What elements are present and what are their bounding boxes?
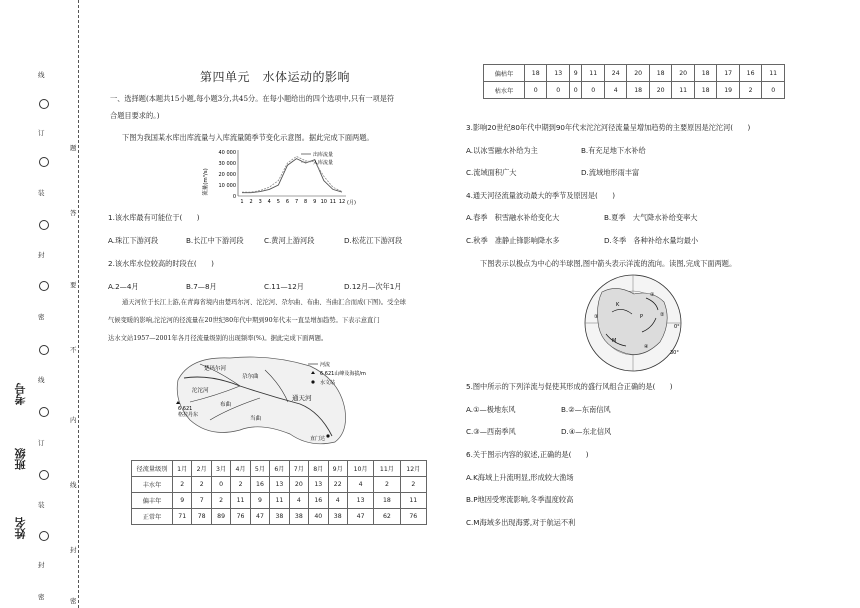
q6-option-c[interactable]: C.M海域多出现海雾,对于航运不利 — [466, 518, 576, 527]
page-title: 第四单元 水体运动的影响 — [200, 70, 351, 84]
seal-char: 密 — [38, 593, 45, 601]
q4-stem: 4.通天河径流量波动最大的季节及原因是( ) — [466, 191, 616, 200]
q6-option-b[interactable]: B.P地因受寒流影响,冬季温度较高 — [466, 495, 574, 504]
seal-circle — [39, 281, 49, 291]
seal-char: 线 — [38, 71, 45, 79]
legend-inflow: 入库流量 — [313, 160, 334, 166]
q1-option-c[interactable]: C.黄河上游河段 — [264, 236, 315, 245]
seal-char: 密 — [38, 313, 45, 321]
y-tick-label: 0 — [232, 193, 236, 200]
map-label: 沱沱河 — [192, 388, 209, 394]
map-label: 尕尔曲 — [242, 374, 259, 380]
seal-circle — [39, 345, 49, 355]
chart-xlabel: (月) — [347, 200, 356, 206]
latitude-label: 30° — [670, 350, 679, 356]
q2-stem: 2.该水库水位较高的时段在( ) — [108, 259, 214, 268]
seal-circle — [39, 407, 49, 417]
side-char: 密 — [70, 597, 77, 605]
seal-char: 装 — [38, 189, 45, 197]
q5-option-c[interactable]: C.③—西南季风 — [466, 427, 516, 436]
x-tick-label: 10 — [320, 199, 328, 205]
x-tick-label: 2 — [249, 199, 253, 205]
legend-outflow: 出库流量 — [313, 152, 334, 158]
seal-circle — [39, 99, 49, 109]
y-tick-label: 10 000 — [218, 182, 236, 189]
section-heading: 一、选择题(本题共15小题,每小题3分,共45分。在每小题给出的四个选项中,只有一项是符 — [110, 94, 395, 103]
intro3-paragraph: 下图表示以极点为中心的半球图,图中箭头表示洋流的流向。读图,完成下面两题。 — [480, 259, 737, 268]
polar-current-map — [582, 272, 692, 374]
x-tick-label: 4 — [267, 199, 271, 205]
y-tick-label: 20 000 — [218, 171, 236, 178]
seal-char: 封 — [38, 251, 45, 259]
q6-stem: 6.关于图示内容的叙述,正确的是( ) — [466, 450, 589, 459]
seal-char: 封 — [38, 561, 45, 569]
flow-chart — [198, 144, 358, 208]
runoff-table-part1 — [131, 460, 427, 525]
seal-circle — [39, 470, 49, 480]
intro2-line2: 气候变暖的影响,沱沱河的径流量在20世纪80年代中期到90年代末一直呈增加趋势。下表示意直门 — [108, 317, 380, 324]
table-row: 枯水年 0 0 0 0 4 18 20 11 18 19 2 0 — [484, 82, 785, 99]
chart-ylabel: 流量(m³/s) — [203, 168, 209, 196]
side-char: 要 — [70, 281, 77, 289]
q4-option-a[interactable]: A.春季 积雪融水补给变化大 — [466, 213, 560, 222]
legend-river: 河流 — [320, 362, 331, 368]
q3-option-a[interactable]: A.以冰雪融水补给为主 — [466, 146, 538, 155]
station-label: 直门达 — [310, 436, 326, 442]
map-label-k: K — [616, 302, 620, 308]
q5-stem: 5.图中所示的下列洋流与促使其形成的盛行风组合正确的是( ) — [466, 382, 673, 391]
q4-option-b[interactable]: B.夏季 大气降水补给变率大 — [604, 213, 698, 222]
station-marker — [326, 434, 329, 437]
map-label: 楚玛尔河 — [204, 366, 227, 372]
seal-circle — [39, 157, 49, 167]
current-label: ③ — [594, 314, 599, 320]
y-tick-label: 30 000 — [218, 160, 236, 167]
x-tick-label: 9 — [313, 199, 317, 205]
q5-option-d[interactable]: D.④—东北信风 — [561, 427, 612, 436]
intro2-line3: 达水文站1957—2001年各月径流量级别的出现频率(%)。据此完成下面两题。 — [108, 335, 328, 342]
seal-circle — [39, 531, 49, 541]
q3-stem: 3.影响20世纪80年代中期到90年代末沱沱河径流量呈增加趋势的主要原因是沱沱河( ) — [466, 123, 751, 132]
side-char: 答 — [70, 209, 77, 217]
section-heading-cont: 合题目要求的。) — [110, 111, 160, 120]
q2-option-b[interactable]: B.7—8月 — [186, 282, 217, 291]
q2-option-d[interactable]: D.12月—次年1月 — [344, 282, 402, 291]
x-tick-label: 7 — [294, 199, 299, 205]
map-label: 布曲 — [220, 402, 232, 408]
intro2-line1: 通天河位于长江上游,在青海省境内由楚玛尔河、沱沱河、尕尔曲、布曲、当曲汇合而成(下图)。受全球 — [122, 299, 406, 306]
seal-char: 订 — [38, 129, 45, 137]
table-row: 偏枯年 18 13 9 11 24 20 18 20 18 17 16 11 — [484, 65, 785, 82]
table-row: 正常年 71 78 89 76 47 38 38 40 38 47 62 76 — [132, 509, 427, 525]
x-tick-label: 3 — [258, 199, 262, 205]
meridian-label: 0° — [674, 324, 680, 330]
river-basin-map — [170, 350, 370, 450]
legend-peak: 6 621山峰及海拔/m — [320, 371, 366, 377]
q2-option-a[interactable]: A.2—4月 — [108, 282, 139, 291]
exam-no-label: 考号 — [14, 383, 27, 405]
y-tick-label: 40 000 — [218, 149, 236, 156]
table-row: 丰水年 2 2 0 2 16 13 20 13 22 4 2 2 — [132, 477, 427, 493]
q4-option-c[interactable]: C.秋季 准静止锋影响降水多 — [466, 236, 560, 245]
seal-circle — [39, 220, 49, 230]
side-char: 封 — [70, 546, 77, 554]
map-label: 通天河 — [292, 394, 312, 402]
binding-line — [78, 0, 79, 608]
q5-option-b[interactable]: B.②—东南信风 — [561, 405, 611, 414]
table-row: 偏丰年 9 7 2 11 9 11 4 16 4 13 18 11 — [132, 493, 427, 509]
q1-option-a[interactable]: A.珠江下游河段 — [108, 236, 159, 245]
q6-option-a[interactable]: A.K海域上升流明显,形成较大渔场 — [466, 473, 574, 482]
name-label: 姓名 — [14, 517, 27, 539]
x-tick-label: 1 — [240, 199, 244, 205]
q3-option-d[interactable]: D.流域地形雨丰富 — [581, 168, 640, 177]
class-label: 班级 — [14, 448, 27, 470]
q4-option-d[interactable]: D.冬季 各种补给水量均最小 — [604, 236, 699, 245]
map-label-p: P — [640, 314, 644, 320]
x-tick-label: 12 — [338, 199, 346, 205]
side-char: 不 — [70, 346, 77, 354]
side-char: 内 — [70, 416, 77, 424]
map-label-m: M — [612, 338, 617, 344]
q5-option-a[interactable]: A.①—极地东风 — [466, 405, 516, 414]
current-label: ④ — [644, 344, 649, 350]
q3-option-b[interactable]: B.有充足地下水补给 — [581, 146, 646, 155]
intro-paragraph: 下图为我国某水库出库流量与入库流量随季节变化示意图。据此完成下面两题。 — [122, 133, 374, 142]
x-tick-label: 6 — [285, 199, 290, 205]
x-tick-label: 8 — [304, 199, 308, 205]
seal-char: 订 — [38, 439, 45, 447]
legend-station: 水文站 — [320, 380, 336, 386]
q1-option-d[interactable]: D.松花江下游河段 — [344, 236, 403, 245]
x-tick-label: 11 — [329, 199, 337, 205]
q3-option-c[interactable]: C.流域面积广大 — [466, 168, 517, 177]
legend-station-swatch — [311, 380, 314, 383]
seal-char: 线 — [38, 376, 45, 384]
side-char: 线 — [70, 481, 77, 489]
seal-char: 装 — [38, 501, 45, 509]
peak-label: 6 621 — [178, 406, 193, 412]
current-label: ① — [650, 292, 655, 298]
map-label: 当曲 — [250, 416, 262, 422]
x-tick-label: 5 — [276, 199, 280, 205]
q2-option-c[interactable]: C.11—12月 — [264, 282, 304, 291]
table-header-row: 径流量级别 1月 2月 3月 4月 5月 6月 7月 8月 9月 10月 11月 12月 — [132, 461, 427, 477]
current-label: ② — [660, 312, 665, 318]
peak-name-label: 格拉丹东 — [178, 412, 199, 418]
q1-stem: 1.该水库最有可能位于( ) — [108, 213, 200, 222]
q1-option-b[interactable]: B.长江中下游河段 — [186, 236, 244, 245]
side-char: 题 — [70, 144, 77, 152]
runoff-table-part2 — [483, 64, 785, 99]
